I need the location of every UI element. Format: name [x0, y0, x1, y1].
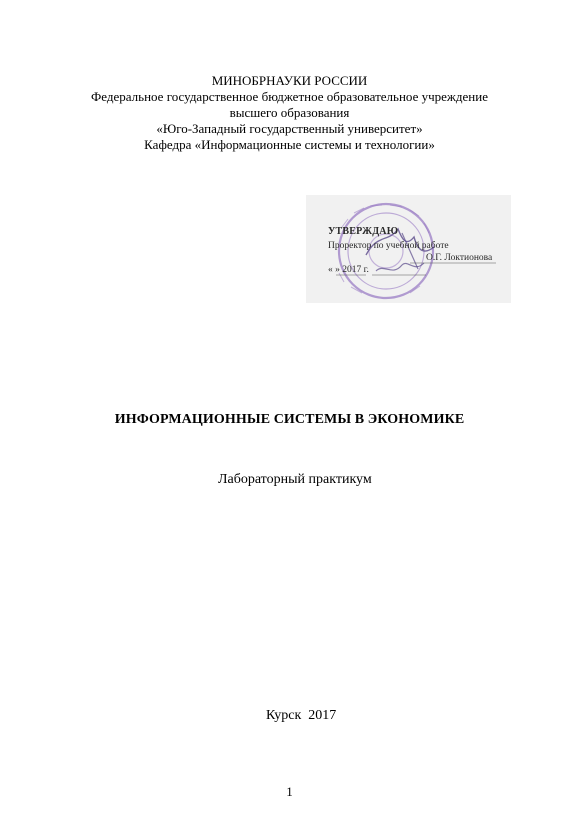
- department-line: Кафедра «Информационные системы и технологии»: [144, 137, 435, 152]
- approver-name: О.Г. Локтионова: [426, 253, 493, 263]
- institution-header: [0, 73, 579, 153]
- approval-title: УТВЕРЖДАЮ: [328, 226, 399, 237]
- document-subtitle: Лабораторный практикум: [218, 472, 372, 487]
- approval-date: « » 2017 г.: [328, 265, 369, 275]
- approver-position: Проректор по учебной работе: [328, 241, 449, 251]
- university-name-line: «Юго-Западный государственный университет»: [156, 121, 423, 136]
- document-title: ИНФОРМАЦИОННЫЕ СИСТЕМЫ В ЭКОНОМИКЕ: [114, 412, 465, 427]
- page-number: 1: [286, 784, 293, 799]
- ministry-line: МИНОБРНАУКИ РОССИИ: [211, 73, 368, 88]
- city-year: Курск 2017: [266, 708, 337, 723]
- institution-type-line: Федеральное государственное бюджетное образовательное учреждение: [91, 89, 488, 104]
- approval-stamp-block: [306, 193, 511, 305]
- education-level-line: высшего образования: [229, 105, 350, 120]
